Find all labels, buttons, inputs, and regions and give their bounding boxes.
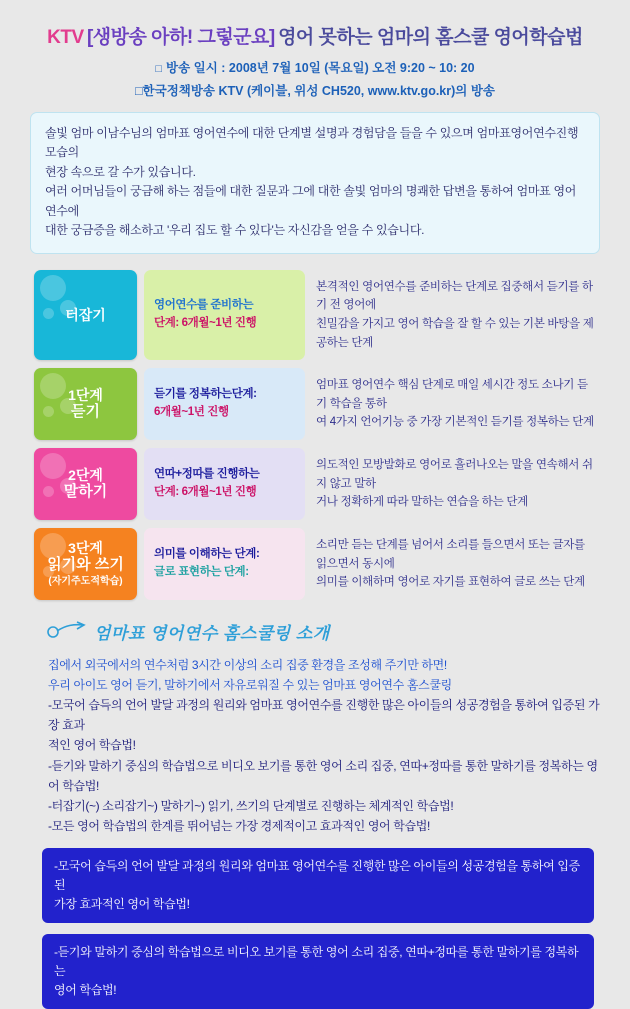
stage-summary-line2: 6개월~1년 진행 (154, 406, 229, 419)
intro-line-1: 솔빛 엄마 이남수님의 엄마표 영어연수에 대한 단계별 설명과 경험담을 들을 수 있으며 엄마표영어연수진행모습의 (45, 126, 579, 160)
stage-summary (144, 528, 305, 600)
square-bullet-icon-2: □ (134, 84, 143, 98)
stage-summary-line1: 연따+정따를 진행하는 (154, 468, 260, 481)
title-subject: 영어 못하는 엄마의 홈스쿨 영어학습법 (278, 27, 583, 48)
stage-badge (34, 368, 137, 440)
stage-description (305, 528, 600, 600)
section-heading (46, 618, 610, 646)
arrow-icon (46, 621, 86, 642)
stage-description-line2: 의미를 이해하며 영어로 자기를 표현하여 글로 쓰는 단계 (316, 576, 585, 589)
stage-badge (34, 528, 137, 600)
stage-description-line1: 엄마표 영어연수 핵심 단계로 매일 세시간 정도 소나기 듣기 학습을 통하 (316, 379, 588, 410)
channel-text-pre: 한국정책방송 KTV (케이블, 위성 CH520, (142, 84, 368, 98)
title-program: [생방송 아하! 그렇군요] (86, 27, 275, 48)
stage-list (34, 270, 600, 600)
stage-summary-line1: 듣기를 정복하는단계: (154, 388, 257, 401)
stage-summary-line2: 단계: 6개월~1년 진행 (154, 316, 257, 329)
page-title (20, 16, 610, 49)
stage-summary (144, 448, 305, 520)
stage-badge-line1: 2단계 (68, 466, 103, 483)
highlight-line2: 영어 학습법! (54, 982, 117, 997)
intro-line-3: 여러 어머님들이 궁금해 하는 점들에 대한 질문과 그에 대한 솔빛 엄마의 명쾌한 답변을 통하여 엄마표 영어연수에 (45, 184, 577, 218)
stage-badge-line1: 터잡기 (65, 306, 106, 323)
stage-summary-line2: 단계: 6개월~1년 진행 (154, 485, 257, 498)
stage-row (34, 368, 600, 440)
list-item: -모국어 습득의 언어 발달 과정의 원리와 엄마표 영어연수를 진행한 많은 아이들의 성공경험을 통하여 입증된 가장 효과 (48, 698, 600, 733)
list-item: 집에서 외국에서의 연수처럼 3시간 이상의 소리 집중 환경을 조성해 주기만 하면! (48, 657, 447, 672)
stage-description-line2: 여 4가지 언어기능 중 가장 기본적인 듣기를 정복하는 단계 (316, 416, 594, 429)
list-item: 적인 영어 학습법! (48, 738, 136, 753)
stage-description-line1: 소리만 듣는 단계를 넘어서 소리를 들으면서 또는 글자를 읽으면서 동시에 (316, 538, 585, 570)
stage-badge-line1: 1단계 (68, 387, 103, 404)
list-item: 우리 아이도 영어 듣기, 말하기에서 자유로워질 수 있는 엄마표 영어연수 홈스쿨링 (48, 677, 452, 692)
stage-badge-line3: (자기주도적학습) (48, 575, 123, 587)
list-item: -터잡기(~) 소리잡기~) 말하기~) 읽기, 쓰기의 단계별로 진행하는 체계적인 학습법! (48, 798, 454, 813)
stage-description (305, 270, 600, 361)
stage-badge-line2: 듣기 (71, 403, 100, 421)
stage-row (34, 528, 600, 600)
intro-line-2: 현장 속으로 갈 수가 있습니다. (45, 164, 196, 179)
highlight-box (42, 848, 594, 923)
stage-badge (34, 448, 137, 520)
stage-description (305, 448, 600, 520)
bubble-decor-icon (43, 308, 54, 319)
stage-row (34, 270, 600, 361)
stage-description-line2: 거나 정확하게 따라 말하는 연습을 하는 단계 (316, 496, 528, 509)
channel-text-post: )의 방송 (451, 84, 495, 98)
highlight-line1: -모국어 습득의 언어 발달 과정의 원리와 엄마표 영어연수를 진행한 많은 아이들의 성공경험을 통하여 입증된 (54, 859, 580, 893)
bubble-decor-icon (43, 406, 54, 417)
title-ktv: KTV (47, 27, 84, 48)
square-bullet-icon: □ (155, 63, 163, 75)
stage-badge-line2: 말하기 (63, 482, 108, 500)
bullet-list (48, 655, 600, 836)
broadcast-datetime-text: 방송 일시 : 2008년 7월 10일 (목요일) 오전 9:20 ~ 10: 20 (166, 61, 475, 75)
bubble-decor-icon (43, 486, 54, 497)
highlight-line1: -듣기와 말하기 중심의 학습법으로 비디오 보기를 통한 영어 소리 집중, 연따+정따를 통한 말하기를 정복하는 (54, 945, 579, 978)
stage-description (305, 368, 600, 440)
stage-summary-line1: 영어연수를 준비하는 (154, 299, 254, 312)
stage-description-line1: 의도적인 모방발화로 영어로 흘러나오는 말을 연속해서 쉬지 않고 말하 (316, 459, 593, 490)
intro-box (30, 112, 600, 254)
highlight-line2: 가장 효과적인 영어 학습법! (54, 897, 190, 912)
bubble-decor-icon (40, 453, 66, 479)
broadcast-channel (20, 81, 610, 99)
list-item: -모든 영어 학습법의 한계를 뛰어넘는 가장 경제적이고 효과적인 영어 학습법! (48, 819, 430, 833)
stage-badge (34, 270, 137, 361)
intro-line-4: 대한 궁금증을 해소하고 '우리 집도 할 수 있다'는 자신감을 얻을 수 있습니다. (45, 223, 425, 238)
bubble-decor-icon (40, 373, 66, 399)
highlight-box (42, 934, 594, 1009)
stage-badge-line1: 3단계 (68, 539, 103, 556)
stage-summary (144, 368, 305, 440)
stage-description-line1: 본격적인 영어연수를 준비하는 단계로 집중해서 듣기를 하기 전 영어에 (316, 280, 593, 312)
stage-row (34, 448, 600, 520)
stage-summary-line1: 의미를 이해하는 단계: (154, 548, 260, 560)
stage-summary-line2: 글로 표현하는 단계: (154, 565, 249, 578)
stage-summary (144, 270, 305, 361)
stage-badge-line2: 읽기와 쓰기 (47, 555, 124, 573)
bubble-decor-icon (40, 275, 66, 301)
broadcast-datetime (20, 58, 610, 76)
stage-description-line2: 친밀감을 가지고 영어 학습을 잘 할 수 있는 기본 바탕을 제공하는 단계 (316, 317, 594, 349)
ktv-website-link[interactable]: www.ktv.go.kr (367, 84, 452, 98)
list-item: -듣기와 말하기 중심의 학습법으로 비디오 보기를 통한 영어 소리 집중, 연따+정따를 통한 말하기를 정복하는 영어 학습법! (48, 758, 598, 793)
section-title: 엄마표 영어연수 홈스쿨링 소개 (94, 624, 330, 644)
